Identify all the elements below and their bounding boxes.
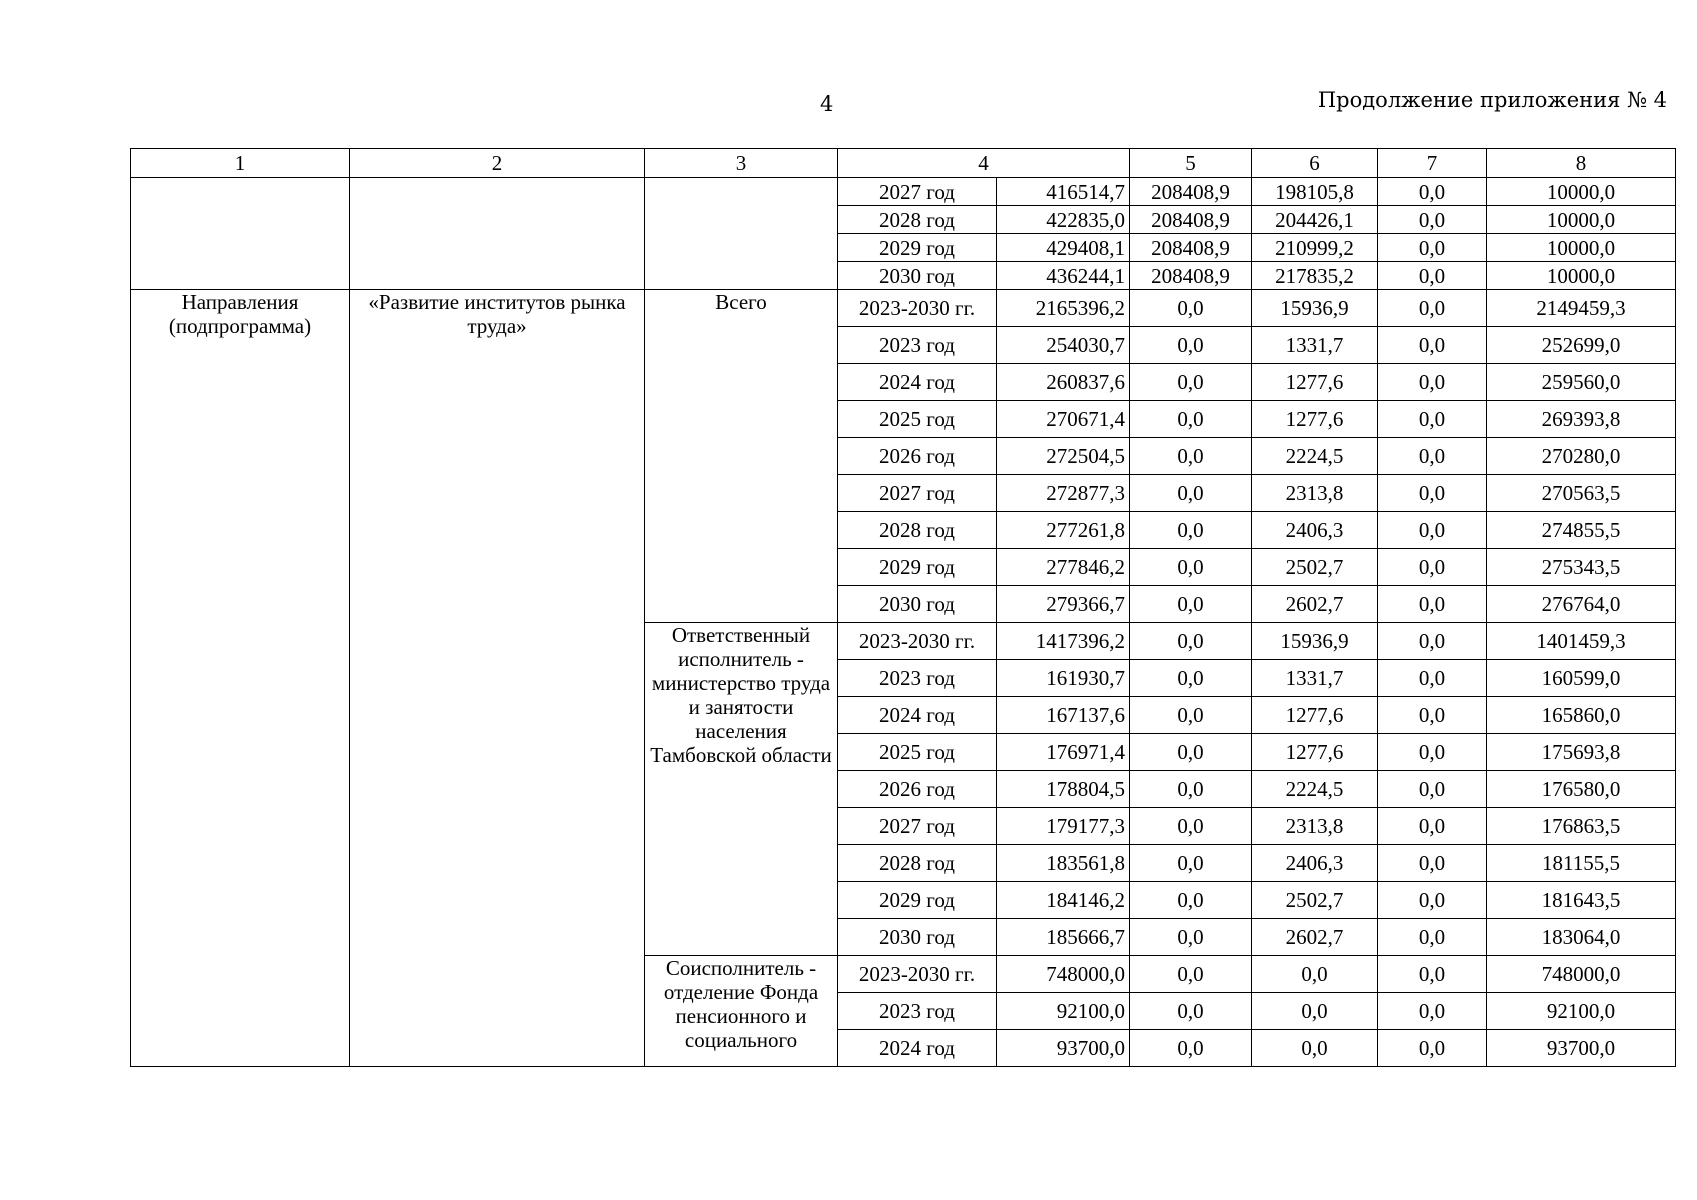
period-cell: 2024 год — [838, 364, 997, 401]
period-cell: 2023 год — [838, 993, 997, 1030]
period-cell: 2024 год — [838, 697, 997, 734]
col5-value-cell: 0,0 — [1130, 993, 1252, 1030]
period-cell: 2023 год — [838, 327, 997, 364]
col6-value-cell: 2313,8 — [1252, 475, 1378, 512]
col6-value-cell: 2502,7 — [1252, 882, 1378, 919]
col7-value-cell: 0,0 — [1378, 364, 1487, 401]
col6-value-cell: 198105,8 — [1252, 178, 1378, 206]
col7-value-cell: 0,0 — [1378, 327, 1487, 364]
col7-value-cell: 0,0 — [1378, 1030, 1487, 1067]
period-cell: 2030 год — [838, 262, 997, 290]
col5-value-cell: 208408,9 — [1130, 234, 1252, 262]
col7-value-cell: 0,0 — [1378, 234, 1487, 262]
total-value-cell: 92100,0 — [997, 993, 1130, 1030]
table-body — [131, 149, 1676, 1067]
col5-value-cell: 0,0 — [1130, 438, 1252, 475]
col7-value-cell: 0,0 — [1378, 586, 1487, 623]
executor-cell: Соисполнитель - отделение Фонда пенсионного и социального — [645, 956, 838, 1067]
period-cell: 2024 год — [838, 1030, 997, 1067]
col5-value-cell: 0,0 — [1130, 919, 1252, 956]
header-col-6: 6 — [1252, 149, 1378, 178]
col5-value-cell: 0,0 — [1130, 845, 1252, 882]
col5-value-cell: 0,0 — [1130, 771, 1252, 808]
period-cell: 2026 год — [838, 438, 997, 475]
col8-value-cell: 181155,5 — [1487, 845, 1676, 882]
header-col-2: 2 — [350, 149, 645, 178]
col5-value-cell: 0,0 — [1130, 1030, 1252, 1067]
total-value-cell: 185666,7 — [997, 919, 1130, 956]
col5-value-cell: 208408,9 — [1130, 206, 1252, 234]
col7-value-cell: 0,0 — [1378, 808, 1487, 845]
col7-value-cell: 0,0 — [1378, 882, 1487, 919]
table-row — [131, 178, 1676, 206]
col5-value-cell: 0,0 — [1130, 586, 1252, 623]
col7-value-cell: 0,0 — [1378, 438, 1487, 475]
total-value-cell: 93700,0 — [997, 1030, 1130, 1067]
col8-value-cell: 10000,0 — [1487, 234, 1676, 262]
period-cell: 2025 год — [838, 401, 997, 438]
total-value-cell: 260837,6 — [997, 364, 1130, 401]
col6-value-cell: 1277,6 — [1252, 697, 1378, 734]
period-cell: 2030 год — [838, 586, 997, 623]
col8-value-cell: 176863,5 — [1487, 808, 1676, 845]
col7-value-cell: 0,0 — [1378, 623, 1487, 660]
subprogram-type-cell: Направления (подпрограмма) — [131, 290, 350, 1067]
col7-value-cell: 0,0 — [1378, 206, 1487, 234]
col8-value-cell: 2149459,3 — [1487, 290, 1676, 327]
col5-value-cell: 208408,9 — [1130, 262, 1252, 290]
col8-value-cell: 275343,5 — [1487, 549, 1676, 586]
col8-value-cell: 175693,8 — [1487, 734, 1676, 771]
col5-value-cell: 0,0 — [1130, 401, 1252, 438]
total-value-cell: 277261,8 — [997, 512, 1130, 549]
col6-value-cell: 2224,5 — [1252, 771, 1378, 808]
period-cell: 2027 год — [838, 475, 997, 512]
col5-value-cell: 0,0 — [1130, 364, 1252, 401]
period-cell: 2028 год — [838, 512, 997, 549]
col8-value-cell: 160599,0 — [1487, 660, 1676, 697]
total-value-cell: 1417396,2 — [997, 623, 1130, 660]
continuation-blank-col-3 — [645, 178, 838, 290]
col5-value-cell: 0,0 — [1130, 327, 1252, 364]
col5-value-cell: 0,0 — [1130, 697, 1252, 734]
col5-value-cell: 0,0 — [1130, 549, 1252, 586]
total-value-cell: 176971,4 — [997, 734, 1130, 771]
period-cell: 2025 год — [838, 734, 997, 771]
period-cell: 2023-2030 гг. — [838, 623, 997, 660]
total-value-cell: 179177,3 — [997, 808, 1130, 845]
period-cell: 2028 год — [838, 845, 997, 882]
continuation-blank-col-1 — [131, 178, 350, 290]
period-cell: 2029 год — [838, 882, 997, 919]
col6-value-cell: 217835,2 — [1252, 262, 1378, 290]
period-cell: 2028 год — [838, 206, 997, 234]
col5-value-cell: 0,0 — [1130, 660, 1252, 697]
col5-value-cell: 208408,9 — [1130, 178, 1252, 206]
total-value-cell: 183561,8 — [997, 845, 1130, 882]
col8-value-cell: 259560,0 — [1487, 364, 1676, 401]
header-row — [131, 149, 1676, 178]
col5-value-cell: 0,0 — [1130, 623, 1252, 660]
col7-value-cell: 0,0 — [1378, 993, 1487, 1030]
col6-value-cell: 1331,7 — [1252, 327, 1378, 364]
col6-value-cell: 2313,8 — [1252, 808, 1378, 845]
col7-value-cell: 0,0 — [1378, 262, 1487, 290]
col8-value-cell: 276764,0 — [1487, 586, 1676, 623]
col7-value-cell: 0,0 — [1378, 401, 1487, 438]
col6-value-cell: 2602,7 — [1252, 586, 1378, 623]
period-cell: 2027 год — [838, 178, 997, 206]
total-value-cell: 416514,7 — [997, 178, 1130, 206]
continuation-blank-col-2 — [350, 178, 645, 290]
col5-value-cell: 0,0 — [1130, 512, 1252, 549]
total-value-cell: 272504,5 — [997, 438, 1130, 475]
col8-value-cell: 176580,0 — [1487, 771, 1676, 808]
total-value-cell: 161930,7 — [997, 660, 1130, 697]
col7-value-cell: 0,0 — [1378, 771, 1487, 808]
header-col-5: 5 — [1130, 149, 1252, 178]
col6-value-cell: 2406,3 — [1252, 512, 1378, 549]
col7-value-cell: 0,0 — [1378, 475, 1487, 512]
col8-value-cell: 269393,8 — [1487, 401, 1676, 438]
period-cell: 2023-2030 гг. — [838, 956, 997, 993]
header-col-3: 3 — [645, 149, 838, 178]
table-row — [131, 290, 1676, 327]
total-value-cell: 279366,7 — [997, 586, 1130, 623]
col5-value-cell: 0,0 — [1130, 734, 1252, 771]
page-number: 4 — [820, 92, 834, 116]
col5-value-cell: 0,0 — [1130, 808, 1252, 845]
executor-cell: Ответственный исполнитель - министерство труда и занятости населения Тамбовской области — [645, 623, 838, 956]
period-cell: 2023-2030 гг. — [838, 290, 997, 327]
col6-value-cell: 0,0 — [1252, 956, 1378, 993]
col6-value-cell: 2406,3 — [1252, 845, 1378, 882]
col8-value-cell: 165860,0 — [1487, 697, 1676, 734]
total-value-cell: 167137,6 — [997, 697, 1130, 734]
header-col-1: 1 — [131, 149, 350, 178]
budget-table — [130, 148, 1676, 1067]
col6-value-cell: 210999,2 — [1252, 234, 1378, 262]
col6-value-cell: 1277,6 — [1252, 364, 1378, 401]
col5-value-cell: 0,0 — [1130, 882, 1252, 919]
col7-value-cell: 0,0 — [1378, 919, 1487, 956]
col8-value-cell: 748000,0 — [1487, 956, 1676, 993]
total-value-cell: 2165396,2 — [997, 290, 1130, 327]
appendix-caption: Продолжение приложения № 4 — [1317, 88, 1667, 112]
total-value-cell: 436244,1 — [997, 262, 1130, 290]
period-cell: 2027 год — [838, 808, 997, 845]
col7-value-cell: 0,0 — [1378, 178, 1487, 206]
col8-value-cell: 252699,0 — [1487, 327, 1676, 364]
col7-value-cell: 0,0 — [1378, 660, 1487, 697]
col6-value-cell: 2224,5 — [1252, 438, 1378, 475]
total-value-cell: 429408,1 — [997, 234, 1130, 262]
total-value-cell: 277846,2 — [997, 549, 1130, 586]
col8-value-cell: 10000,0 — [1487, 206, 1676, 234]
col6-value-cell: 1277,6 — [1252, 401, 1378, 438]
col5-value-cell: 0,0 — [1130, 290, 1252, 327]
col7-value-cell: 0,0 — [1378, 845, 1487, 882]
col8-value-cell: 10000,0 — [1487, 178, 1676, 206]
col8-value-cell: 183064,0 — [1487, 919, 1676, 956]
col8-value-cell: 92100,0 — [1487, 993, 1676, 1030]
col6-value-cell: 1331,7 — [1252, 660, 1378, 697]
subprogram-name-cell: «Развитие институтов рынка труда» — [350, 290, 645, 1067]
col7-value-cell: 0,0 — [1378, 956, 1487, 993]
header-col-7: 7 — [1378, 149, 1487, 178]
col6-value-cell: 2502,7 — [1252, 549, 1378, 586]
col8-value-cell: 274855,5 — [1487, 512, 1676, 549]
col7-value-cell: 0,0 — [1378, 549, 1487, 586]
total-value-cell: 422835,0 — [997, 206, 1130, 234]
total-value-cell: 254030,7 — [997, 327, 1130, 364]
total-value-cell: 270671,4 — [997, 401, 1130, 438]
col8-value-cell: 1401459,3 — [1487, 623, 1676, 660]
executor-cell: Всего — [645, 290, 838, 623]
header-col-8: 8 — [1487, 149, 1676, 178]
col6-value-cell: 1277,6 — [1252, 734, 1378, 771]
col6-value-cell: 0,0 — [1252, 1030, 1378, 1067]
col8-value-cell: 93700,0 — [1487, 1030, 1676, 1067]
col6-value-cell: 2602,7 — [1252, 919, 1378, 956]
col8-value-cell: 181643,5 — [1487, 882, 1676, 919]
col8-value-cell: 10000,0 — [1487, 262, 1676, 290]
col6-value-cell: 15936,9 — [1252, 290, 1378, 327]
period-cell: 2029 год — [838, 549, 997, 586]
col7-value-cell: 0,0 — [1378, 697, 1487, 734]
col8-value-cell: 270280,0 — [1487, 438, 1676, 475]
col7-value-cell: 0,0 — [1378, 290, 1487, 327]
col6-value-cell: 204426,1 — [1252, 206, 1378, 234]
col8-value-cell: 270563,5 — [1487, 475, 1676, 512]
header-col-4: 4 — [838, 149, 1130, 178]
col7-value-cell: 0,0 — [1378, 512, 1487, 549]
period-cell: 2023 год — [838, 660, 997, 697]
col5-value-cell: 0,0 — [1130, 475, 1252, 512]
period-cell: 2026 год — [838, 771, 997, 808]
col5-value-cell: 0,0 — [1130, 956, 1252, 993]
period-cell: 2029 год — [838, 234, 997, 262]
total-value-cell: 748000,0 — [997, 956, 1130, 993]
col6-value-cell: 0,0 — [1252, 993, 1378, 1030]
total-value-cell: 184146,2 — [997, 882, 1130, 919]
total-value-cell: 272877,3 — [997, 475, 1130, 512]
total-value-cell: 178804,5 — [997, 771, 1130, 808]
col7-value-cell: 0,0 — [1378, 734, 1487, 771]
col6-value-cell: 15936,9 — [1252, 623, 1378, 660]
period-cell: 2030 год — [838, 919, 997, 956]
